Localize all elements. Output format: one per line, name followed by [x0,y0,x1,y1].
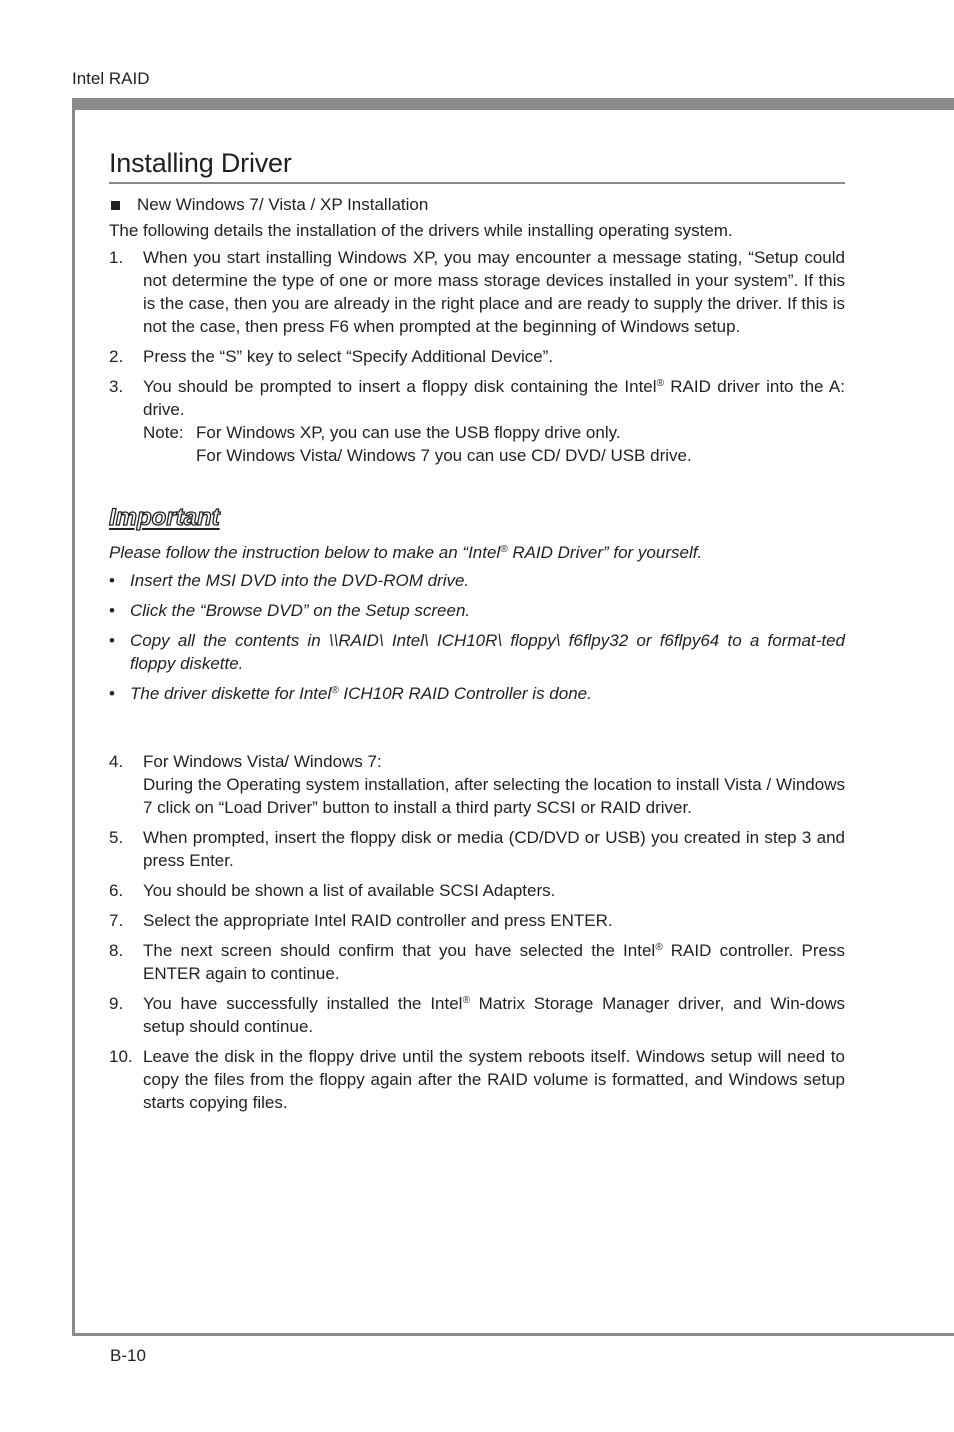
list-item [109,569,845,592]
registered-mark: ® [331,685,339,696]
important-intro [109,541,845,564]
registered-mark: ® [500,544,508,555]
step-text: You should be shown a list of available SCSI Adapters. [143,881,556,900]
note [143,421,845,467]
step-number: 5. [109,828,124,847]
text-segment: ICH10R RAID Controller is done. [338,684,592,703]
list-item [109,939,845,985]
list-item [109,345,845,368]
steps-list-part2 [109,750,845,1114]
list-item [109,992,845,1038]
list-item [109,629,845,675]
important-list [109,569,845,705]
important-heading: Important [109,504,220,531]
step-body [143,750,845,819]
steps-list-part1 [109,246,845,467]
list-item [109,826,845,872]
step-number: 8. [109,941,124,960]
step-number: 7. [109,911,124,930]
step-number: 2. [109,347,124,366]
page-number: B-10 [110,1346,146,1365]
step-text [143,992,845,1038]
intro-paragraph: The following details the installation of the drivers while installing operating system. [109,221,733,240]
list-item [109,1045,845,1114]
list-item [109,246,845,338]
bullet-dot-icon: • [109,631,115,650]
page-title: Installing Driver [109,148,845,184]
bottom-rule [72,1333,954,1336]
left-rule [72,98,75,1336]
text-segment: Matrix Storage Manager driver, and Win-dows setup should continue. [143,994,845,1036]
step-number: 3. [109,377,124,396]
step-body [143,375,845,467]
bullet-text: Click the “Browse DVD” on the Setup screen. [130,601,471,620]
page-content [109,148,845,1121]
registered-mark: ® [656,378,664,389]
note-line: For Windows Vista/ Windows 7 you can use CD/ DVD/ USB drive. [196,446,692,465]
bullet-dot-icon: • [109,684,115,703]
step-text [143,939,845,985]
text-segment: The next screen should confirm that you have selected the Intel [143,941,656,960]
registered-mark: ® [655,942,663,953]
step-number: 9. [109,994,124,1013]
note-body [196,421,692,467]
bullet-dot-icon: • [109,601,115,620]
list-item [109,599,845,622]
bullet-text [130,682,845,705]
bullet-text: Insert the MSI DVD into the DVD-ROM drive. [130,571,470,590]
step-text: Select the appropriate Intel RAID controller and press ENTER. [143,911,613,930]
top-bar [72,98,954,110]
step-text: When you start installing Windows XP, you may encounter a message stating, “Setup could not determine the type of one or more mass storage devices installed in your system”. If this is the case, then you are already in the right place and are ready to supply the driver. If this is not the case, then press F6 when prompted at the beginning of Windows setup. [143,248,845,336]
step-text: Press the “S” key to select “Specify Additional Device”. [143,347,554,366]
bullet-text: Copy all the contents in \\RAID\ Intel\ ICH10R\ floppy\ f6flpy32 or f6flpy64 to a format-ted floppy diskette. [130,631,845,673]
text-segment: RAID Driver” for yourself. [507,543,703,562]
step-text [143,375,845,421]
note-line: For Windows XP, you can use the USB floppy drive only. [196,423,621,442]
step-number: 10. [109,1047,133,1066]
list-item [109,682,845,705]
list-item [109,375,845,467]
step-text: Leave the disk in the floppy drive until the system reboots itself. Windows setup will need to copy the files from the floppy again after the RAID volume is formatted, and Windows setup starts copying files. [143,1047,845,1112]
text-segment: Please follow the instruction below to make an “Intel [109,543,501,562]
subheading [109,195,845,215]
step-number: 4. [109,752,124,771]
step-text: During the Operating system installation, after selecting the location to install Vista / Windows 7 click on “Load Driver” button to install a third party SCSI or RAID driver. [143,775,845,817]
text-segment: RAID controller. Press ENTER again to continue. [143,941,845,983]
subheading-text: New Windows 7/ Vista / XP Installation [137,195,429,214]
list-item [109,879,845,902]
step-number: 6. [109,881,124,900]
list-item [109,909,845,932]
list-item [109,750,845,819]
step-text: For Windows Vista/ Windows 7: [143,752,382,771]
note-label: Note: [143,423,184,442]
registered-mark: ® [462,995,470,1006]
step-number: 1. [109,248,124,267]
text-segment: You should be prompted to insert a floppy disk containing the Intel [143,377,657,396]
bullet-dot-icon: • [109,571,115,590]
text-segment: You have successfully installed the Intel [143,994,463,1013]
text-segment: RAID driver into the A: drive. [143,377,845,419]
square-bullet-icon [111,201,120,210]
running-header: Intel RAID [72,69,150,88]
text-segment: The driver diskette for Intel [130,684,332,703]
step-text: When prompted, insert the floppy disk or media (CD/DVD or USB) you created in step 3 and press Enter. [143,828,845,870]
